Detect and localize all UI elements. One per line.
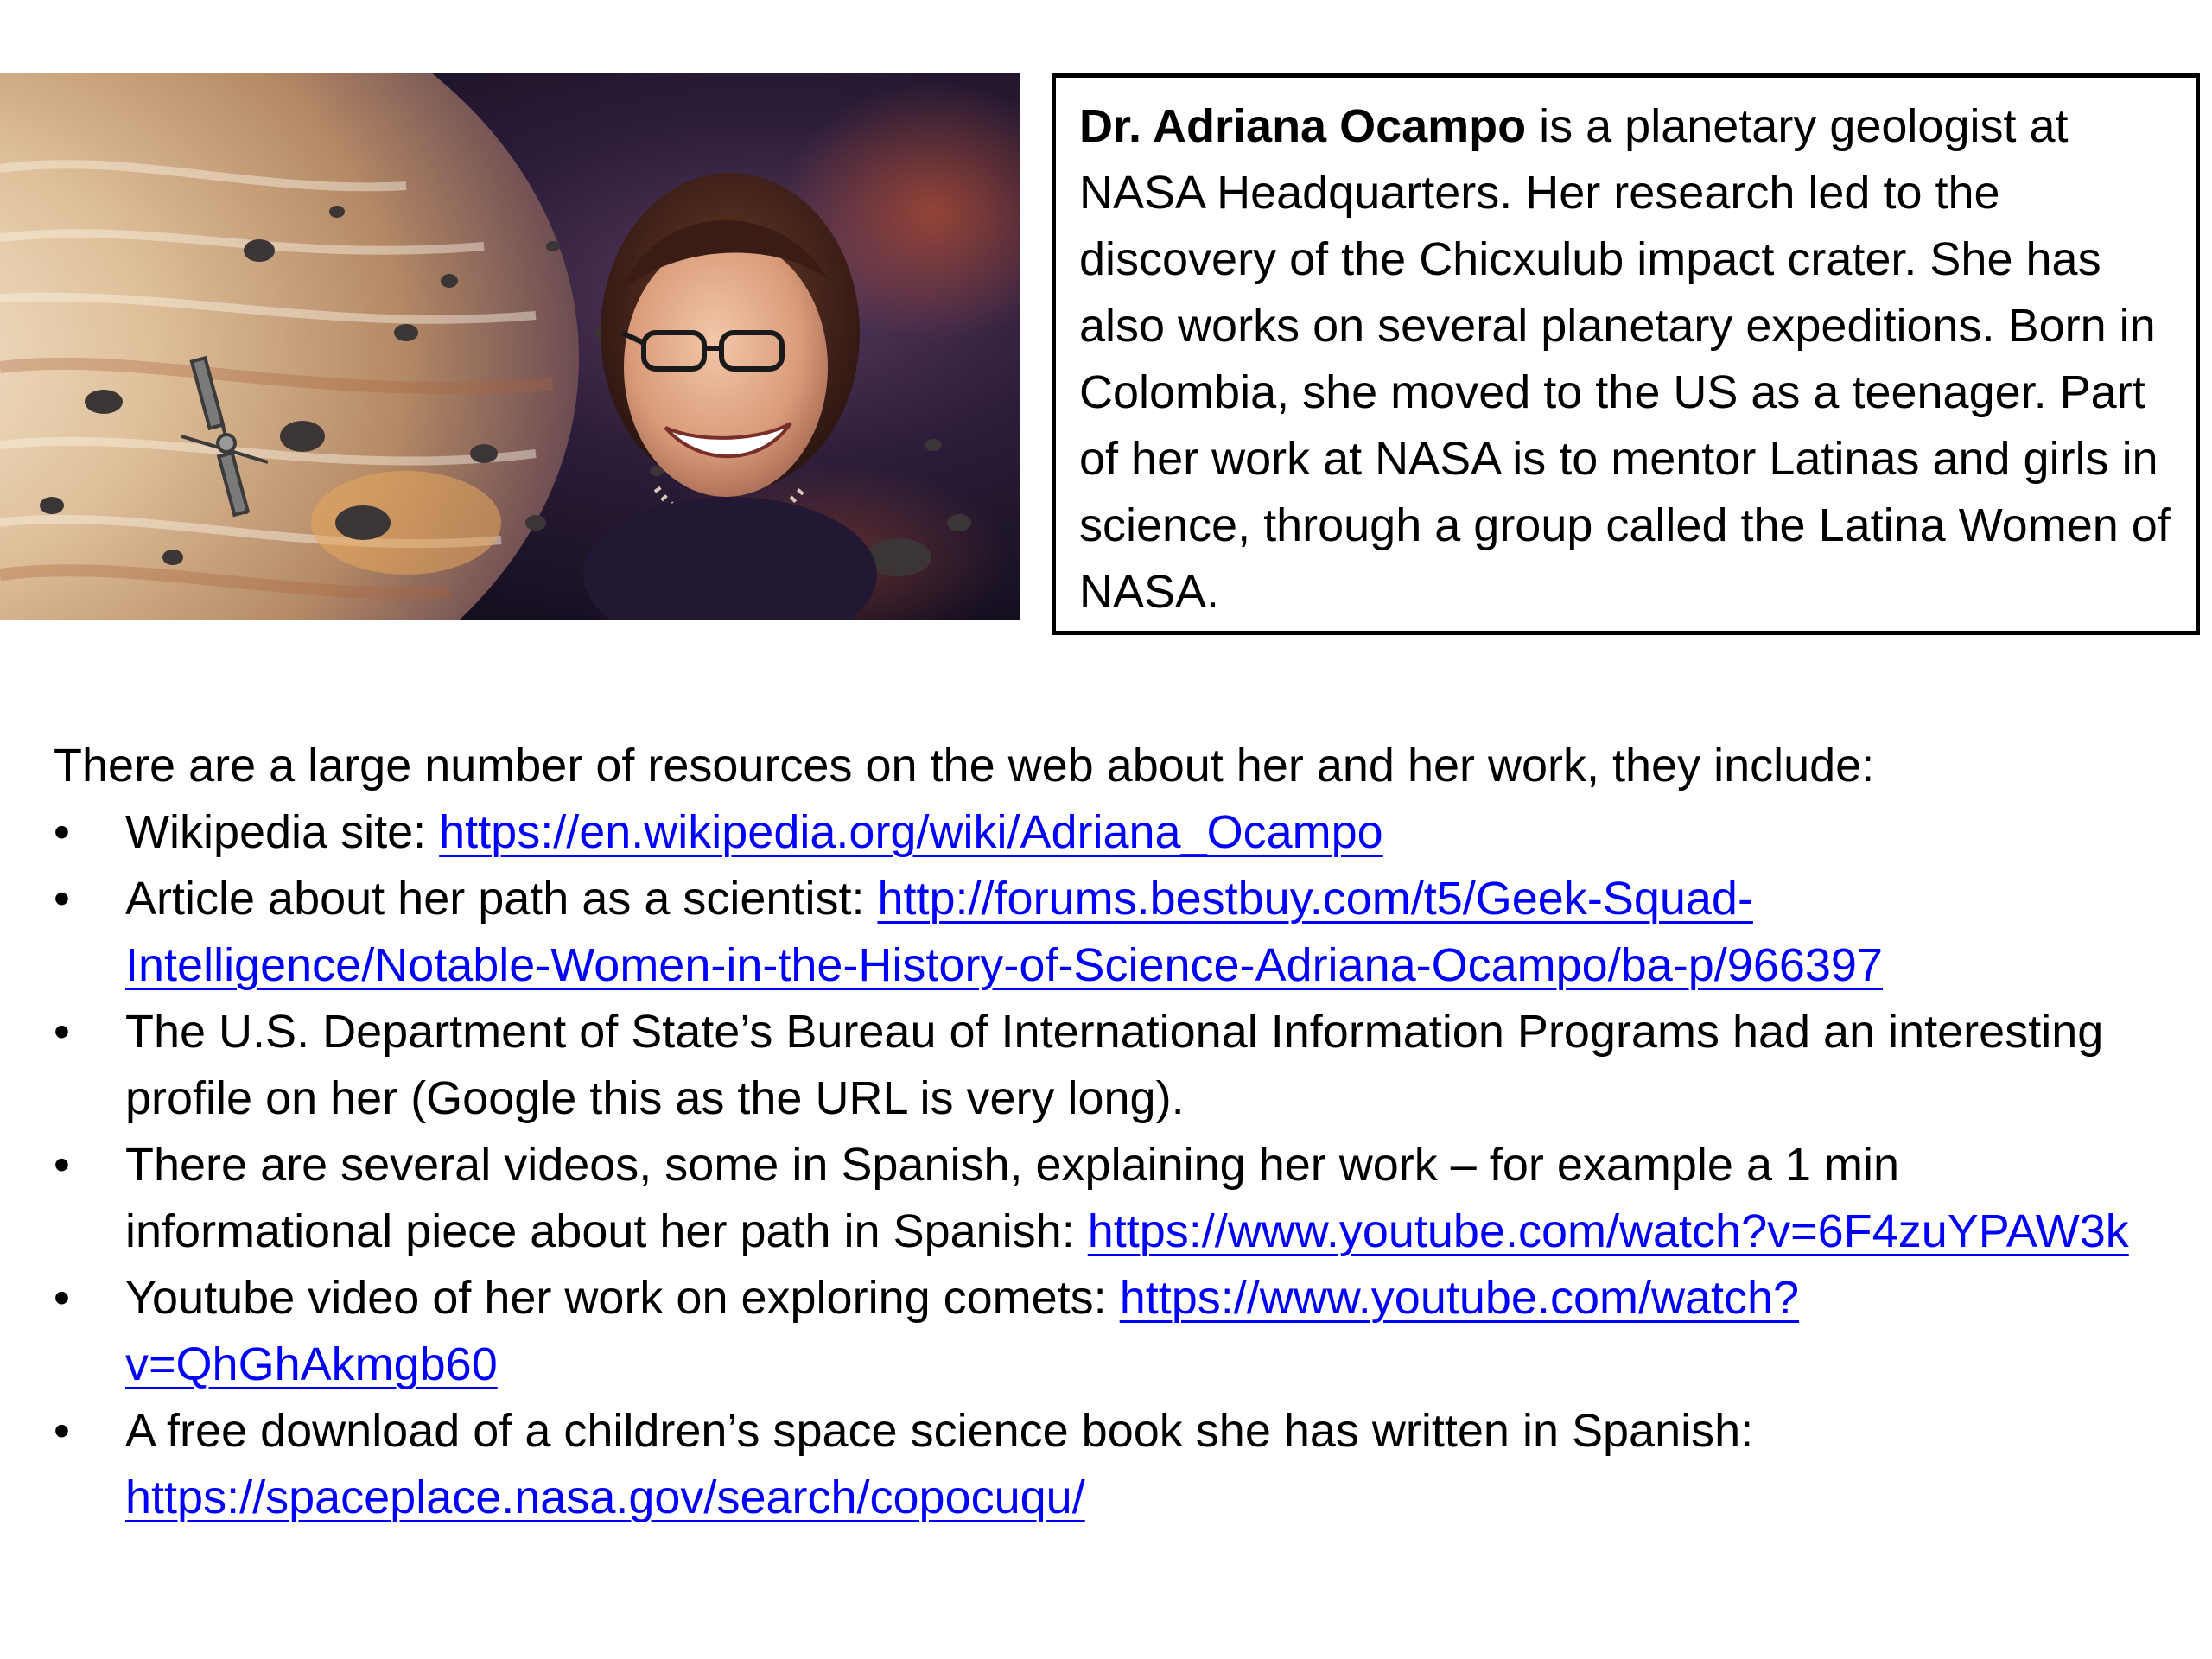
bio-paragraph <box>1079 93 2173 626</box>
resource-text: The U.S. Department of State’s Bureau of International Information Programs had an interesting profile on her (Google this as the URL is very long). <box>125 1006 2104 1124</box>
resource-text: Wikipedia site: <box>125 806 440 858</box>
hero-image <box>0 73 1020 620</box>
bullet-icon: • <box>54 1139 70 1191</box>
resource-text: A free download of a children’s space science book she has written in Spanish: <box>125 1405 1754 1457</box>
resource-item-videos <box>54 1132 2162 1265</box>
bio-text: is a planetary geologist at NASA Headquarters. Her research led to the discovery of the Chicxulub impact crater. She has also works on several planetary expeditions. Born in Colombia, she moved to the US as a teenager. Part of her work at NASA is to mentor Latinas and girls in science, through a group called the Latina Women of NASA. <box>1079 100 2171 618</box>
resource-item-book <box>54 1398 2162 1531</box>
article-link[interactable]: http://forums.bestbuy.com/t5/Geek-Squad-Intelligence/Notable-Women-in-the-History-of-Science-Adriana-Ocampo/ba-p/966397 <box>125 873 1883 991</box>
comets-video-link[interactable]: https://www.youtube.com/watch?v=QhGhAkmgb60 <box>125 1272 1800 1390</box>
resource-item-comets-video <box>54 1265 2162 1398</box>
resource-text: There are several videos, some in Spanish, explaining her work – for example a 1 min informational piece about her path in Spanish: <box>125 1139 1900 1257</box>
resource-item-state-dept <box>54 999 2162 1132</box>
book-download-link[interactable]: https://spaceplace.nasa.gov/search/copocuqu/ <box>125 1471 1085 1523</box>
resource-text: Article about her path as a scientist: <box>125 873 878 925</box>
resources-intro: There are a large number of resources on the web about her and her work, they include: <box>54 740 1875 791</box>
spanish-video-link[interactable]: https://www.youtube.com/watch?v=6F4zuYPAW3k <box>1087 1205 2129 1257</box>
resource-text: Youtube video of her work on exploring comets: <box>125 1272 1120 1324</box>
resources-section <box>54 733 2162 1531</box>
resource-list <box>54 799 2162 1531</box>
bio-box <box>1052 73 2200 635</box>
resource-item-article <box>54 866 2162 999</box>
bullet-icon: • <box>54 1272 70 1324</box>
bullet-icon: • <box>54 806 70 858</box>
bullet-icon: • <box>54 1405 70 1457</box>
wikipedia-link[interactable]: https://en.wikipedia.org/wiki/Adriana_Ocampo <box>439 806 1383 858</box>
resource-item-wikipedia <box>54 799 2162 866</box>
bullet-icon: • <box>54 1006 70 1058</box>
space-illustration <box>0 73 1020 620</box>
bullet-icon: • <box>54 873 70 925</box>
bio-name: Dr. Adriana Ocampo <box>1079 100 1527 152</box>
portrait <box>583 173 877 620</box>
